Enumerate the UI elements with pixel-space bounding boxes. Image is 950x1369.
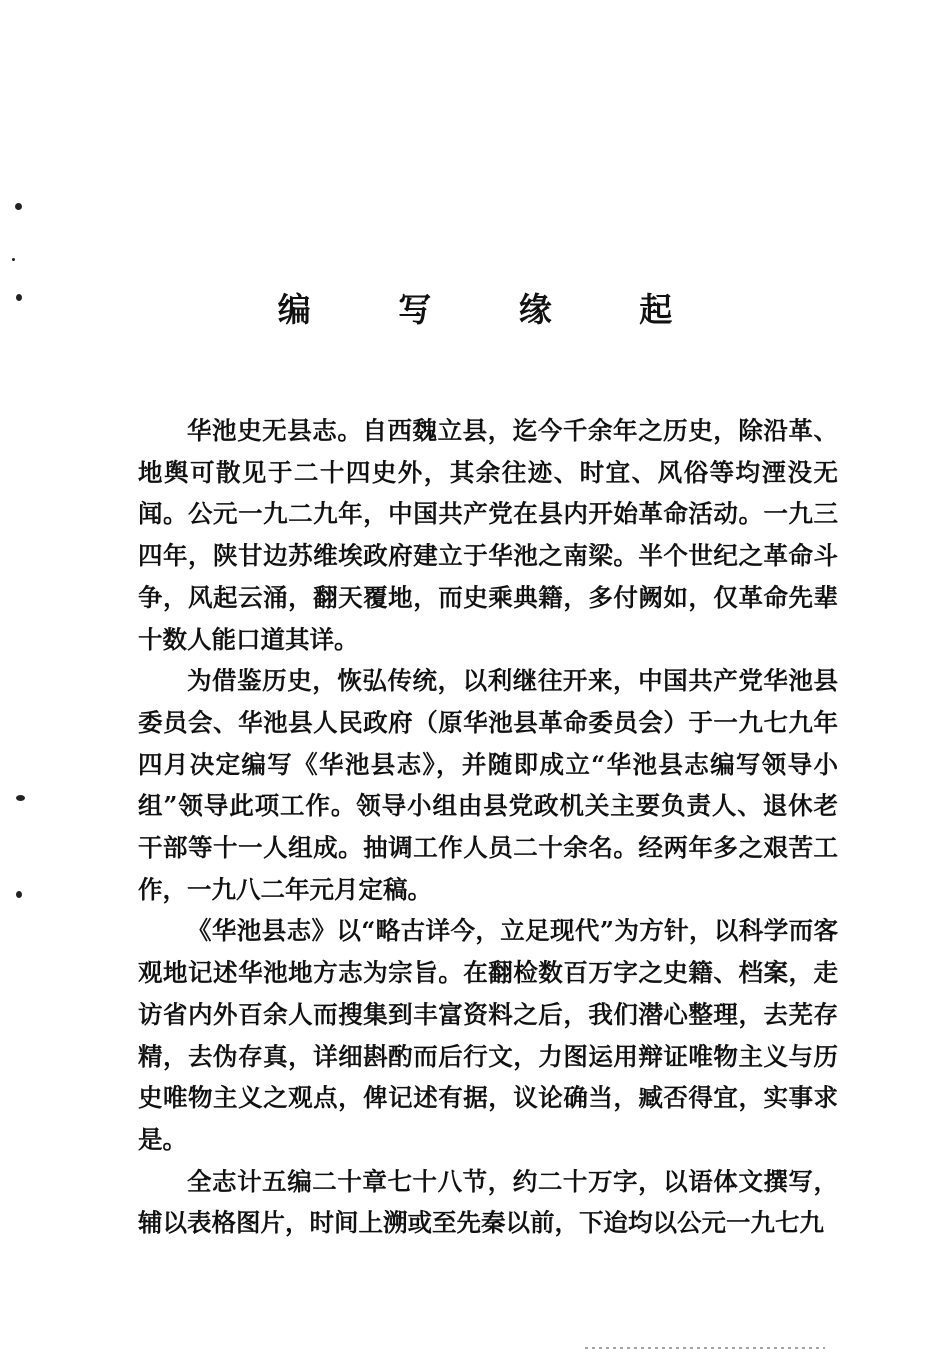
page-title: 编 写 缘 起 — [277, 290, 711, 329]
scan-speck — [16, 891, 22, 898]
scan-speck — [16, 795, 25, 801]
body-text — [138, 410, 838, 1244]
scan-dotted-line — [585, 1347, 825, 1349]
scan-speck — [15, 203, 22, 210]
paragraph-2: 为借鉴历史，恢弘传统，以利继往开来，中国共产党华池县委员会、华池县人民政府（原华池县革命委员会）于一九七九年四月决定编写《华池县志》，并随即成立“华池县志编写领导小组”领导此项工作。领导小组由县党政机关主要负责人、退休老干部等十一人组成。抽调工作人员二十余名。经两年多之艰苦工作，一九八二年元月定稿。 — [138, 666, 838, 904]
paragraph-1: 华池史无县志。自西魏立县，迄今千余年之历史，除沿革、地舆可散见于二十四史外，其余往迹、时宜、风俗等均湮没无闻。公元一九二九年，中国共产党在县内开始革命活动。一九三四年，陕甘边苏维埃政府建立于华池之南梁。半个世纪之革命斗争，风起云涌，翻天覆地，而史乘典籍，多付阙如，仅革命先辈十数人能口道其详。 — [138, 416, 838, 654]
scan-speck — [12, 258, 15, 261]
paragraph-4: 全志计五编二十章七十八节，约二十万字，以语体文撰写，辅以表格图片，时间上溯或至先秦以前，下迨均以公元一九七九 — [138, 1166, 838, 1238]
paragraph-3: 《华池县志》以“略古详今，立足现代”为方针，以科学而客观地记述华池地方志为宗旨。在翻检数百万字之史籍、档案，走访省内外百余人而搜集到丰富资料之后，我们潜心整理，去芜存精，去伪存真，详细斟酌而后行文，力图运用辩证唯物主义与历史唯物主义之观点，俾记述有据，议论确当，臧否得宜，实事求是。 — [138, 916, 838, 1154]
